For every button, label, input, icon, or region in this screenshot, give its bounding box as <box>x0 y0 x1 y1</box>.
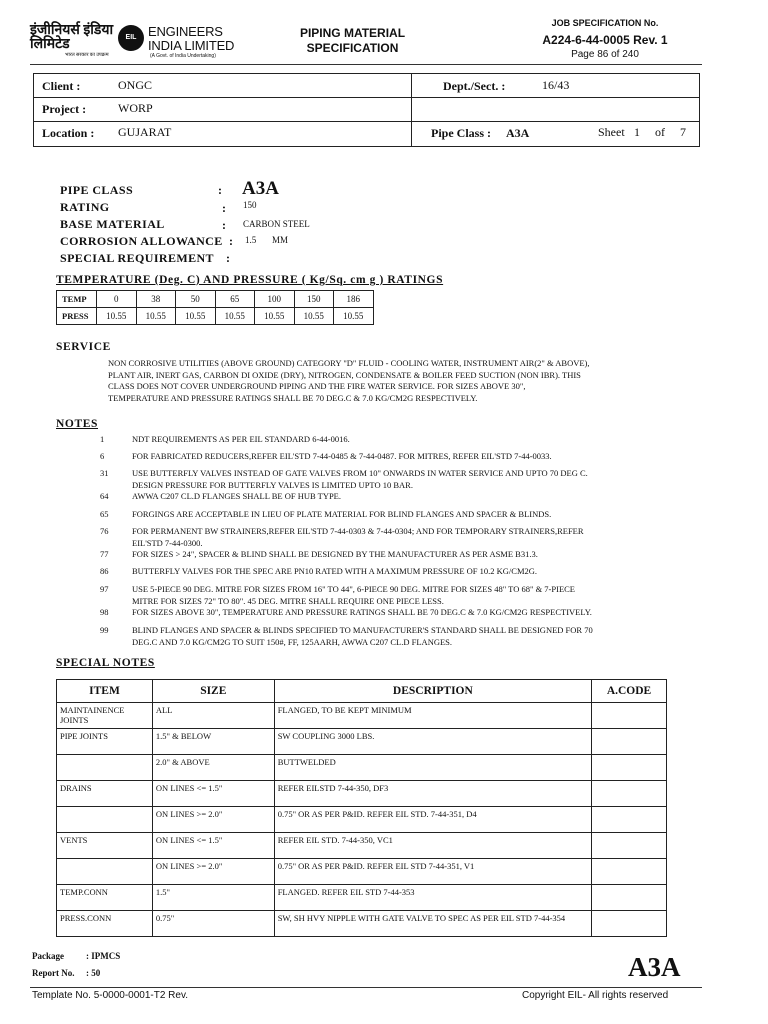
client-value: ONGC <box>118 78 153 92</box>
pressure-row <box>57 308 374 325</box>
rating-value: 150 <box>243 200 257 210</box>
note-text: FOR SIZES > 24", SPACER & BLIND SHALL BE DESIGNED BY THE MANUFACTURER AS PER ASME B31.3. <box>132 549 538 559</box>
note-text <box>132 584 692 607</box>
cell-size: ON LINES >= 2.0" <box>152 807 274 833</box>
cell-item: PIPE JOINTS <box>57 729 153 755</box>
temperature-row <box>57 291 374 308</box>
logo-company-name <box>148 25 234 53</box>
press-cell: 10.55 <box>176 308 216 325</box>
cell-acode <box>592 755 667 781</box>
service-text <box>108 358 698 404</box>
column-header-size: SIZE <box>152 680 274 703</box>
temp-cell: 100 <box>255 291 295 308</box>
note-text <box>132 625 692 648</box>
note-text: FOR FABRICATED REDUCERS,REFER EIL'STD 7-44-0485 & 7-44-0487. FOR MITRES, REFER EIL'STD 7-44-0033. <box>132 451 552 461</box>
title-line-2: SPECIFICATION <box>306 41 399 55</box>
page-indicator: Page 86 of 240 <box>571 49 639 60</box>
table-row <box>57 833 667 859</box>
service-heading: SERVICE <box>56 341 111 353</box>
copyright: Copyright EIL- All rights reserved <box>522 990 669 1001</box>
note-number: 65 <box>100 509 109 519</box>
column-header-acode: A.CODE <box>592 680 667 703</box>
report-value: : 50 <box>86 968 101 978</box>
note-line: MITRE FOR SIZES 72" TO 80". 45 DEG. MITRE SHALL REQUIRE ONE PIECE LESS. <box>132 595 444 606</box>
report-label: Report No. <box>32 968 75 978</box>
header-divider <box>30 64 702 65</box>
dept-label: Dept./Sect. : <box>443 79 506 93</box>
company-logo <box>30 22 245 62</box>
pipe-class-spec-label: PIPE CLASS <box>60 183 134 197</box>
note-text: AWWA C207 CL.D FLANGES SHALL BE OF HUB TYPE. <box>132 491 341 501</box>
note-number: 64 <box>100 491 109 501</box>
eil-emblem-icon: EIL <box>118 25 144 51</box>
pipe-class-spec-value: A3A <box>242 178 279 199</box>
colon: : <box>229 234 233 248</box>
footer-pipe-class: A3A <box>628 952 681 982</box>
note-number: 6 <box>100 451 105 461</box>
note-number: 97 <box>100 584 109 594</box>
base-material-label: BASE MATERIAL <box>60 217 165 231</box>
note-number: 86 <box>100 566 109 576</box>
service-line: NON CORROSIVE UTILITIES (ABOVE GROUND) CATEGORY "D" FLUID - COOLING WATER, INSTRUMENT AIR(2" & ABOVE), <box>108 358 590 368</box>
title-line-1: PIPING MATERIAL <box>299 26 406 40</box>
cell-size: ON LINES <= 1.5" <box>152 781 274 807</box>
note-line: DESIGN PRESSURE FOR BUTTERFLY VALVES IS LIMITED UPTO 10 BAR. <box>132 479 413 490</box>
cell-acode <box>592 703 667 729</box>
note-line: EIL'STD 7-44-0300. <box>132 537 203 548</box>
note-number: 1 <box>100 434 105 444</box>
cell-acode <box>592 729 667 755</box>
table-row <box>57 703 667 729</box>
table-row <box>57 729 667 755</box>
note-number: 99 <box>100 625 109 635</box>
special-requirement-label: SPECIAL REQUIREMENT <box>60 251 214 265</box>
cell-size: 1.5" & BELOW <box>152 729 274 755</box>
cell-size: ON LINES <= 1.5" <box>152 833 274 859</box>
location-value: GUJARAT <box>118 125 172 139</box>
info-box <box>33 73 700 147</box>
info-box-divider <box>411 74 412 146</box>
column-header-description: DESCRIPTION <box>274 680 591 703</box>
note-line: USE BUTTERFLY VALVES INSTEAD OF GATE VALVES FROM 10" ONWARDS IN WATER SERVICE AND UPTO 70 DEG C. <box>132 468 588 478</box>
cell-acode <box>592 833 667 859</box>
table-row <box>57 911 667 937</box>
table-row <box>57 755 667 781</box>
dept-value: 16/43 <box>542 78 570 92</box>
client-label: Client : <box>42 79 81 93</box>
cell-item <box>57 859 153 885</box>
table-row <box>57 885 667 911</box>
special-notes-table <box>56 679 667 937</box>
job-spec-number: A224-6-44-0005 Rev. 1 <box>542 33 668 47</box>
sheet-label: Sheet <box>598 125 625 139</box>
note-text: NDT REQUIREMENTS AS PER EIL STANDARD 6-44-0016. <box>132 434 350 444</box>
special-notes-heading: SPECIAL NOTES <box>56 657 155 669</box>
sheet-of: of <box>655 125 665 139</box>
corrosion-allowance-label: CORROSION ALLOWANCE <box>60 234 223 248</box>
note-number: 31 <box>100 468 109 478</box>
table-row <box>57 859 667 885</box>
logo-gov-tag: (A Govt. of India Undertaking) <box>150 53 216 59</box>
cell-item: VENTS <box>57 833 153 859</box>
sheet-number: 1 <box>634 125 640 139</box>
project-value: WORP <box>118 101 153 115</box>
press-cell: 10.55 <box>294 308 334 325</box>
footer-divider <box>30 987 702 988</box>
note-line: BLIND FLANGES AND SPACER & BLINDS SPECIFIED TO MANUFACTURER'S STANDARD SHALL BE DESIGNED FOR 70 <box>132 625 593 635</box>
pipe-class-value: A3A <box>506 126 530 140</box>
sheet-total: 7 <box>680 125 686 139</box>
note-number: 76 <box>100 526 109 536</box>
temp-cell: 50 <box>176 291 216 308</box>
press-cell: 10.55 <box>334 308 374 325</box>
cell-description: BUTTWELDED <box>274 755 591 781</box>
temp-cell: 186 <box>334 291 374 308</box>
cell-description: SW COUPLING 3000 LBS. <box>274 729 591 755</box>
cell-description: REFER EIL STD. 7-44-350, VC1 <box>274 833 591 859</box>
cell-description: REFER EILSTD 7-44-350, DF3 <box>274 781 591 807</box>
cell-size: 1.5" <box>152 885 274 911</box>
cell-item: TEMP.CONN <box>57 885 153 911</box>
note-number: 77 <box>100 549 109 559</box>
note-text: FORGINGS ARE ACCEPTABLE IN LIEU OF PLATE MATERIAL FOR BLIND FLANGES AND SPACER & BLINDS. <box>132 509 552 519</box>
press-label: PRESS <box>57 308 97 325</box>
rating-label: RATING <box>60 200 110 214</box>
press-cell: 10.55 <box>97 308 137 325</box>
cell-acode <box>592 781 667 807</box>
table-row <box>57 781 667 807</box>
press-cell: 10.55 <box>215 308 255 325</box>
base-material-value: CARBON STEEL <box>243 219 310 229</box>
cell-acode <box>592 885 667 911</box>
cell-item: PRESS.CONN <box>57 911 153 937</box>
note-line: FOR PERMANENT BW STRAINERS,REFER EIL'STD 7-44-0303 & 7-44-0304; AND FOR TEMPORARY STRAINERS,REFER <box>132 526 584 536</box>
template-number: Template No. 5-0000-0001-T2 Rev. <box>32 990 189 1001</box>
press-cell: 10.55 <box>255 308 295 325</box>
note-text: BUTTERFLY VALVES FOR THE SPEC ARE PN10 RATED WITH A MAXIMUM PRESSURE OF 10.2 KG/CM2G. <box>132 566 538 576</box>
package-label: Package <box>32 951 64 961</box>
cell-description: FLANGED, TO BE KEPT MINIMUM <box>274 703 591 729</box>
package-value: : IPMCS <box>86 951 121 961</box>
cell-size: 0.75" <box>152 911 274 937</box>
cell-size: ON LINES >= 2.0" <box>152 859 274 885</box>
cell-item: DRAINS <box>57 781 153 807</box>
temp-cell: 0 <box>97 291 137 308</box>
info-row-divider <box>34 97 699 98</box>
info-row-divider <box>34 121 699 122</box>
cell-description: FLANGED. REFER EIL STD 7-44-353 <box>274 885 591 911</box>
ratings-heading: TEMPERATURE (Deg. C) AND PRESSURE ( Kg/Sq. cm g ) RATINGS <box>56 274 444 286</box>
cell-acode <box>592 911 667 937</box>
note-text <box>132 468 692 491</box>
note-line: USE 5-PIECE 90 DEG. MITRE FOR SIZES FROM 16" TO 44", 6-PIECE 90 DEG. MITRE FOR SIZES 48" TO 68" & 7-PIECE <box>132 584 575 594</box>
service-line: TEMPERATURE AND PRESSURE RATINGS SHALL BE 70 DEG.C & 7.0 KG/CM2G RESPECTIVELY. <box>108 392 478 403</box>
cell-acode <box>592 859 667 885</box>
table-header-row <box>57 680 667 703</box>
cell-description: 0.75" OR AS PER P&ID. REFER EIL STD 7-44-351, V1 <box>274 859 591 885</box>
colon: : <box>218 183 222 197</box>
cell-size: 2.0" & ABOVE <box>152 755 274 781</box>
colon: : <box>222 201 226 215</box>
note-line: DEG.C AND 7.0 KG/CM2G TO SUIT 150#, FF, 125AARH, AWWA C207 CL.D FLANGES. <box>132 636 453 647</box>
logo-hindi-tag: भारत सरकार का उपक्रम <box>65 53 109 58</box>
location-label: Location : <box>42 126 95 140</box>
logo-hindi-name: इंजीनियर्स इंडिया लिमिटेड <box>30 23 114 52</box>
table-row <box>57 807 667 833</box>
note-text: FOR SIZES ABOVE 30", TEMPERATURE AND PRESSURE RATINGS SHALL BE 70 DEG.C & 7.0 KG/CM2G RESPECTIVELY. <box>132 607 592 617</box>
corrosion-allowance-value: 1.5 <box>245 235 257 245</box>
cell-size: ALL <box>152 703 274 729</box>
temp-cell: 150 <box>294 291 334 308</box>
cell-description: 0.75" OR AS PER P&ID. REFER EIL STD. 7-44-351, D4 <box>274 807 591 833</box>
temp-cell: 38 <box>136 291 176 308</box>
notes-heading: NOTES <box>56 418 98 430</box>
press-cell: 10.55 <box>136 308 176 325</box>
cell-item <box>57 755 153 781</box>
temp-cell: 65 <box>215 291 255 308</box>
temp-label: TEMP <box>57 291 97 308</box>
note-text <box>132 526 692 549</box>
colon: : <box>222 218 226 232</box>
logo-line-1: ENGINEERS <box>148 24 223 39</box>
job-spec-label: JOB SPECIFICATION No. <box>551 18 659 28</box>
note-number: 98 <box>100 607 109 617</box>
project-label: Project : <box>42 102 87 116</box>
cell-item: MAINTAINENCE JOINTS <box>57 703 153 729</box>
document-title <box>290 26 415 56</box>
service-line: PLANT AIR, INERT GAS, CARBON DI OXIDE (DRY), NITROGEN, CONDENSATE & BOILER FEED SUCTION (NON IBR). THIS <box>108 369 581 380</box>
logo-line-2: INDIA LIMITED <box>148 38 235 53</box>
cell-acode <box>592 807 667 833</box>
column-header-item: ITEM <box>57 680 153 703</box>
cell-description: SW, SH HVY NIPPLE WITH GATE VALVE TO SPEC AS PER EIL STD 7-44-354 <box>274 911 591 937</box>
service-line: CLASS DOES NOT COVER UNDERGROUND PIPING AND THE FIRE WATER SERVICE. FOR SIZES ABOVE 30", <box>108 381 526 391</box>
cell-item <box>57 807 153 833</box>
corrosion-allowance-unit: MM <box>272 235 289 245</box>
colon: : <box>226 251 230 265</box>
pressure-temperature-table <box>56 290 374 325</box>
pipe-class-label: Pipe Class : <box>431 126 491 140</box>
